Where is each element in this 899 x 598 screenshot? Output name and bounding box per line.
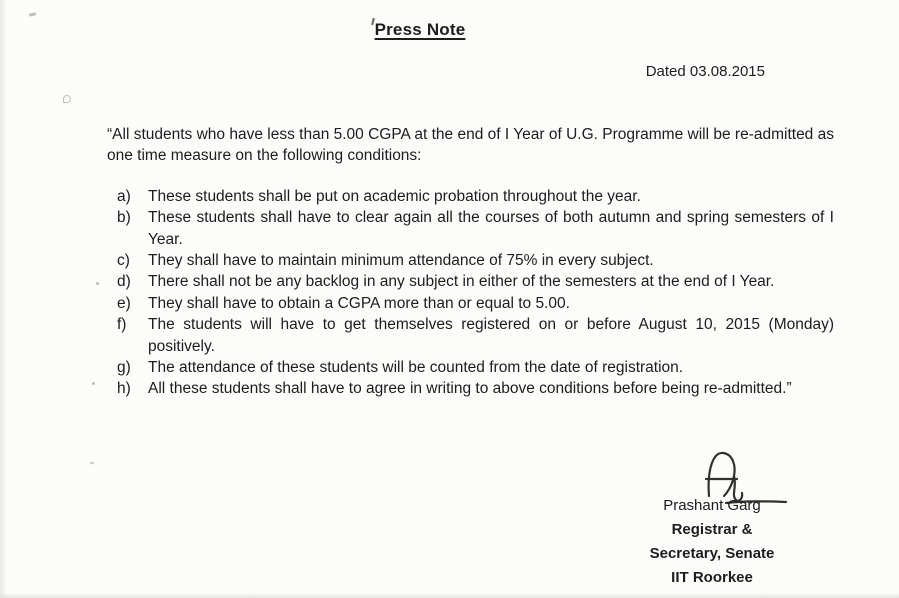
list-item <box>107 207 834 250</box>
list-item-label: f) <box>117 316 127 334</box>
date-line: Dated 03.08.2015 <box>645 63 765 80</box>
list-item-label: e) <box>117 294 131 312</box>
scan-artifact <box>63 95 71 103</box>
document-body <box>107 124 834 400</box>
list-item-label: a) <box>117 187 131 205</box>
document-header <box>0 20 840 40</box>
intro-paragraph: “All students who have less than 5.00 CGPA at the end of I Year of U.G. Programme will be re-admitted as one time measure on the following conditions: <box>107 126 834 165</box>
list-item-label: d) <box>117 273 131 291</box>
list-item <box>107 357 834 378</box>
list-item-text: These students shall be put on academic probation throughout the year. <box>148 187 641 205</box>
scan-artifact <box>96 282 99 285</box>
list-item <box>107 186 834 207</box>
list-item-text: The students will have to get themselves registered on or before August 10, 2015 (Monday) positively. <box>148 316 834 355</box>
scan-artifact <box>92 382 95 385</box>
scan-shadow-bottom <box>0 593 899 598</box>
signatory-role: Registrar & <box>671 521 753 538</box>
list-item <box>107 314 834 357</box>
list-item-label: b) <box>117 209 131 227</box>
signature-block <box>617 494 807 589</box>
list-item-text: They shall have to maintain minimum attendance of 75% in every subject. <box>148 252 654 270</box>
signatory-org: IIT Roorkee <box>671 569 753 586</box>
list-item-label: h) <box>117 380 131 398</box>
list-item-text: These students shall have to clear again all the courses of both autumn and spring semesters of I Year. <box>148 209 834 248</box>
list-item-text: They shall have to obtain a CGPA more than or equal to 5.00. <box>148 294 570 312</box>
conditions-list <box>107 186 834 400</box>
list-item-text: There shall not be any backlog in any subject in either of the semesters at the end of I Year. <box>148 273 775 291</box>
signatory-name: Prashant Garg <box>663 497 761 514</box>
scan-artifact <box>90 461 94 464</box>
list-item <box>107 378 834 399</box>
list-item-label: c) <box>117 252 130 270</box>
list-item <box>107 250 834 271</box>
page-title: Press Note <box>374 20 466 39</box>
list-item-label: g) <box>117 359 131 377</box>
scan-shadow-left <box>0 0 7 598</box>
list-item <box>107 293 834 314</box>
list-item-text: All these students shall have to agree in writing to above conditions before being re-admitted.” <box>148 380 792 398</box>
list-item <box>107 271 834 292</box>
signatory-role: Secretary, Senate <box>649 545 775 562</box>
scan-artifact <box>29 12 36 16</box>
list-item-text: The attendance of these students will be counted from the date of registration. <box>148 359 684 377</box>
